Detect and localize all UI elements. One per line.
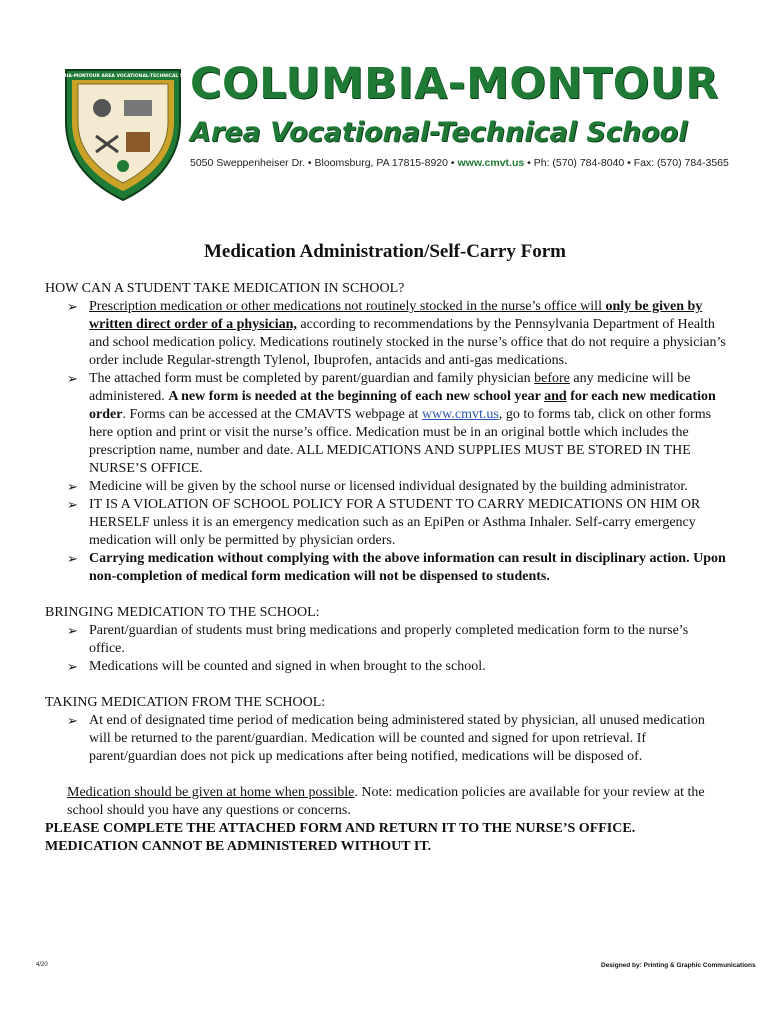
address-prefix: 5050 Sweppenheiser Dr. • Bloomsburg, PA 17815-8920 •: [190, 157, 458, 169]
school-crest-logo: [45, 66, 201, 202]
bold-text: for each new medication order: [89, 389, 716, 422]
list-item: [45, 496, 727, 550]
final-notice: PLEASE COMPLETE THE ATTACHED FORM AND RETURN IT TO THE NURSE’S OFFICE. MEDICATION CANNOT BE ADMINISTERED WITHOUT IT.: [45, 821, 636, 854]
underlined-bold-text: only be given by written direct order of a physician,: [89, 299, 703, 332]
arrow-bullet-icon: ➢: [67, 299, 78, 314]
arrow-bullet-icon: ➢: [67, 713, 78, 728]
underlined-text: before: [534, 371, 570, 386]
bringing-list: [45, 622, 727, 676]
how-list: [45, 298, 727, 586]
form-body: [45, 280, 727, 856]
crest-text: COLUMBIA-MONTOUR AREA VOCATIONAL-TECHNICAL SCHOOL: [45, 74, 201, 79]
underlined-bold-text: and: [544, 389, 567, 404]
text: IT IS A VIOLATION OF SCHOOL POLICY FOR A STUDENT TO CARRY MEDICATIONS ON HIM OR HERSELF unless it is an emergency medication such as an EpiPen or Asthma Inhaler. Self-carry emergency medication will only be permitted by physician orders.: [89, 497, 701, 548]
bold-text: A new form is needed at the beginning of each new school year: [168, 389, 545, 404]
section-heading-bringing: BRINGING MEDICATION TO THE SCHOOL:: [45, 605, 320, 620]
section-heading-how: HOW CAN A STUDENT TAKE MEDICATION IN SCHOOL?: [45, 281, 405, 296]
text: . Note: medication policies are available for your review at the school should you have any questions or concerns.: [67, 785, 705, 818]
text: Medicine will be given by the school nurse or licensed individual designated by the building administrator.: [89, 479, 688, 494]
arrow-bullet-icon: ➢: [67, 659, 78, 674]
underlined-text: Prescription medication or other medications not routinely stocked in the nurse’s office will: [89, 299, 606, 314]
arrow-bullet-icon: ➢: [67, 479, 78, 494]
form-title: Medication Administration/Self-Carry Form: [203, 241, 566, 262]
list-item: [45, 370, 727, 478]
text: At end of designated time period of medication being administered stated by physician, all unused medication will be returned to the parent/guardian. Medication will be counted and signed for upon retrieval. If parent/guardian does not pick up medications after being notified, medications will be disposed of.: [89, 713, 705, 764]
list-item: [45, 712, 727, 766]
list-item: [45, 298, 727, 370]
arrow-bullet-icon: ➢: [67, 371, 78, 386]
underlined-text: Medication should be given at home when possible: [67, 785, 355, 800]
arrow-bullet-icon: ➢: [67, 497, 78, 512]
footer-credit: Designed by: Printing & Graphic Communications: [601, 962, 756, 969]
section-heading-taking: TAKING MEDICATION FROM THE SCHOOL:: [45, 695, 326, 710]
list-item: [45, 622, 727, 658]
text: , go to forms tab, click on other forms here option and print or visit the nurse’s office. Medication must be in an original bottle which includes the prescription name, number and date. ALL MEDICATIONS AND SUPPLIES MUST BE STORED IN THE NURSE’S OFFICE.: [89, 407, 712, 476]
taking-list: [45, 712, 727, 766]
school-name: COLUMBIA-MONTOUR: [190, 59, 719, 109]
text: . Forms can be accessed at the CMAVTS webpage at: [122, 407, 422, 422]
text: Parent/guardian of students must bring medications and properly completed medication form to the nurse’s office.: [89, 623, 689, 656]
bold-text: Carrying medication without complying with the above information can result in disciplinary action. Upon non-completion of medical form medication will not be dispensed to students.: [89, 551, 726, 584]
arrow-bullet-icon: ➢: [67, 623, 78, 638]
note-paragraph: [45, 784, 727, 820]
list-item: [45, 658, 727, 676]
text: The attached form must be completed by parent/guardian and family physician: [89, 371, 535, 386]
school-address: [190, 156, 730, 170]
text: any medicine will be administered.: [89, 371, 691, 404]
arrow-bullet-icon: ➢: [67, 551, 78, 566]
text: according to recommendations by the Pennsylvania Department of Health and school medication policy. Medications routinely stocked in the nurse’s office that do not require a physician’s order include Regular-strength Tylenol, Ibuprofen, antacids and anti-gas medications.: [89, 317, 726, 368]
header-website[interactable]: www.cmvt.us: [457, 157, 525, 169]
list-item: [45, 478, 727, 496]
address-contact: • Ph: (570) 784-8040 • Fax: (570) 784-3565: [524, 157, 729, 169]
list-item: [45, 550, 727, 586]
cmvt-website-link[interactable]: www.cmvt.us: [421, 407, 499, 422]
footer-date: 4/20: [36, 962, 48, 968]
school-subtitle: Area Vocational-Technical School: [190, 117, 688, 148]
text: Medications will be counted and signed in when brought to the school.: [89, 659, 486, 674]
